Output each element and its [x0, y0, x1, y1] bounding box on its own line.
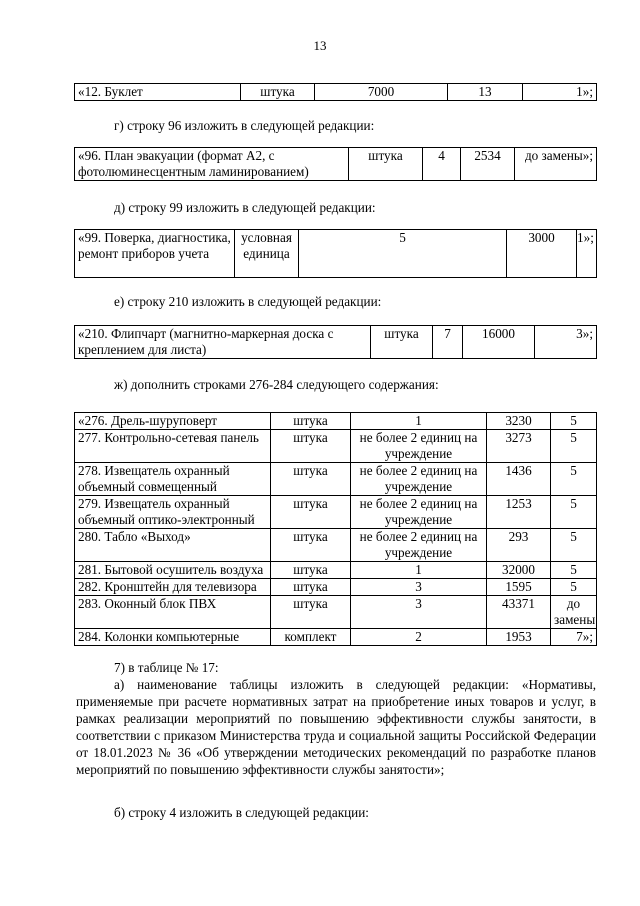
table-cell: 293 [487, 529, 551, 562]
table-cell: условная единица [235, 230, 299, 278]
item-7: 7) в таблице № 17: [114, 660, 219, 675]
table-cell: 5 [551, 562, 597, 579]
table-cell: 13 [448, 84, 523, 101]
table-cell: комплект [271, 629, 351, 646]
table-rows-276-284 [74, 412, 597, 646]
instruction-zh: ж) дополнить строками 276-284 следующего содержания: [114, 377, 439, 392]
table-cell: 5 [551, 413, 597, 430]
table-cell: не более 2 единиц на учреждение [351, 430, 487, 463]
table-cell: штука [271, 579, 351, 596]
table-row [75, 629, 597, 646]
table-row [75, 326, 597, 359]
table-cell: 3273 [487, 430, 551, 463]
table-cell: «12. Буклет [75, 84, 241, 101]
table-row [75, 430, 597, 463]
table-cell: 279. Извещатель охранный объемный оптико-электронный [75, 496, 271, 529]
table-row [75, 496, 597, 529]
table-row [75, 463, 597, 496]
instruction-e: е) строку 210 изложить в следующей редакции: [114, 294, 382, 309]
instruction-a: а) наименование таблицы изложить в следующей редакции: «Нормативы, применяемые при расчете нормативных затрат на приобретение иных товаров и услуг, в рамках реализации мероприятий по повышению эффективности службы занятости, в соответствии с приказом Министерства труда и социальной защиты Российской Федерации от 18.01.2023 № 36 «Об утверждении методических рекомендаций по разработке планов мероприятий по повышению эффективности службы занятости»; [76, 677, 596, 777]
table-cell: 43371 [487, 596, 551, 629]
table-cell: не более 2 единиц на учреждение [351, 463, 487, 496]
table-cell: до замены»; [515, 148, 597, 181]
table-row [75, 84, 597, 101]
table-cell: не более 2 единиц на учреждение [351, 529, 487, 562]
table-cell: штука [371, 326, 433, 359]
instruction-b: б) строку 4 изложить в следующей редакции: [114, 805, 369, 820]
table-cell: 280. Табло «Выход» [75, 529, 271, 562]
table-cell: до замены [551, 596, 597, 629]
table-cell: штука [271, 496, 351, 529]
table-cell: штука [271, 463, 351, 496]
table-cell: 3 [351, 579, 487, 596]
table-cell: «96. План эвакуации (формат А2, с фотолюминесцентным ламинированием) [75, 148, 349, 181]
table-cell: «99. Поверка, диагностика, ремонт приборов учета [75, 230, 235, 278]
table-cell: 7000 [315, 84, 448, 101]
instruction-d: д) строку 99 изложить в следующей редакции: [114, 200, 376, 215]
table-row [75, 529, 597, 562]
table-cell: 1 [351, 413, 487, 430]
table-cell: 1 [351, 562, 487, 579]
table-cell: 3 [351, 596, 487, 629]
table-cell: 1953 [487, 629, 551, 646]
table-row [75, 579, 597, 596]
table-cell: не более 2 единиц на учреждение [351, 496, 487, 529]
table-cell: штука [271, 596, 351, 629]
table-cell: штука [349, 148, 423, 181]
table-cell: 5 [551, 529, 597, 562]
table-cell: 1»; [523, 84, 597, 101]
table-row-99 [74, 229, 597, 278]
instruction-g: г) строку 96 изложить в следующей редакции: [114, 118, 375, 133]
table-row [75, 596, 597, 629]
table-cell: 4 [423, 148, 461, 181]
table-cell: 281. Бытовой осушитель воздуха [75, 562, 271, 579]
table-row [75, 562, 597, 579]
table-cell: 32000 [487, 562, 551, 579]
table-cell: 5 [551, 579, 597, 596]
page-number: 13 [313, 38, 327, 53]
table-cell: штука [271, 430, 351, 463]
table-cell: 1»; [577, 230, 597, 278]
table-cell: 5 [299, 230, 507, 278]
table-cell: 16000 [463, 326, 535, 359]
table-cell: 3»; [535, 326, 597, 359]
table-cell: 2534 [461, 148, 515, 181]
table-cell: «276. Дрель-шуруповерт [75, 413, 271, 430]
table-cell: 283. Оконный блок ПВХ [75, 596, 271, 629]
table-cell: штука [271, 413, 351, 430]
table-cell: 5 [551, 430, 597, 463]
table-cell: штука [271, 529, 351, 562]
table-cell: 282. Кронштейн для телевизора [75, 579, 271, 596]
table-cell: 2 [351, 629, 487, 646]
table-cell: 1253 [487, 496, 551, 529]
table-cell: 7 [433, 326, 463, 359]
table-cell: штука [241, 84, 315, 101]
table-cell: 278. Извещатель охранный объемный совмещенный [75, 463, 271, 496]
table-cell: штука [271, 562, 351, 579]
table-row [75, 413, 597, 430]
table-cell: 7»; [551, 629, 597, 646]
table-cell: 277. Контрольно-сетевая панель [75, 430, 271, 463]
table-row-210 [74, 325, 597, 359]
table-row [75, 148, 597, 181]
table-cell: 5 [551, 496, 597, 529]
table-cell: 284. Колонки компьютерные [75, 629, 271, 646]
table-row-96 [74, 147, 597, 181]
table-cell: 5 [551, 463, 597, 496]
table-cell: «210. Флипчарт (магнитно-маркерная доска с креплением для листа) [75, 326, 371, 359]
table-row-12 [74, 83, 597, 101]
table-cell: 1595 [487, 579, 551, 596]
table-cell: 3000 [507, 230, 577, 278]
table-row [75, 230, 597, 278]
table-cell: 1436 [487, 463, 551, 496]
table-cell: 3230 [487, 413, 551, 430]
